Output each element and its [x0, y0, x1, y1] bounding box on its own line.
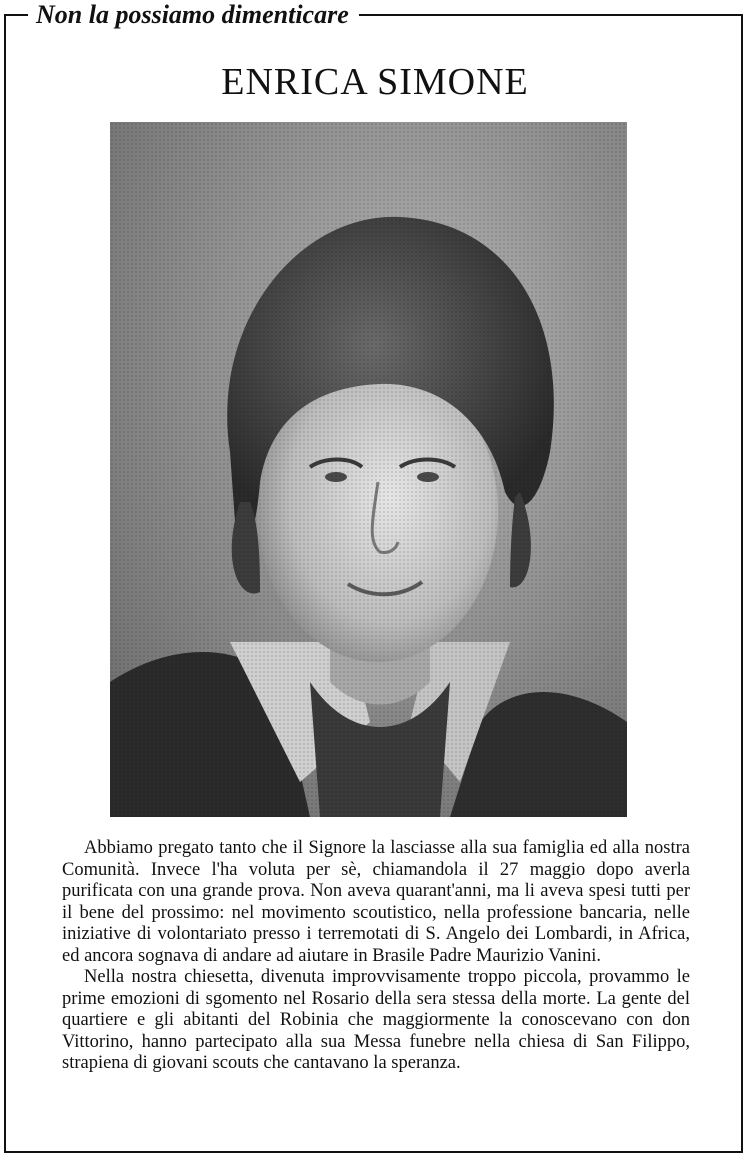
article-title: ENRICA SIMONE — [221, 61, 529, 103]
section-kicker: Non la possiamo dimenticare — [28, 0, 359, 30]
article-body — [62, 838, 690, 1075]
body-paragraph: Abbiamo pregato tanto che il Signore la lasciasse alla sua famiglia ed alla nostra Comunità. Invece l'ha voluta per sè, chiamandola il 27 maggio dopo averla purificata con una grande prova. Non aveva quarant'anni, ma li aveva spesi tutti per il bene del prossimo: nel movimento scoutistico, nella professione bancaria, nelle iniziative di volontariato presso i terremotati di S. Angelo dei Lombardi, in Africa, ed ancora sognava di andare ad aiutare in Brasile Padre Maurizio Vanini. — [62, 838, 690, 966]
body-paragraph: Nella nostra chiesetta, divenuta improvvisamente troppo piccola, provammo le prime emozioni di sgomento nel Rosario della sera stessa della morte. La gente del quartiere e gli abitanti del Robinia che maggiormente la conoscevano con don Vittorino, hanno partecipato alla sua Messa funebre nella chiesa di San Filippo, strapiena di giovani scouts che cantavano la speranza. — [62, 967, 690, 1073]
portrait-photo — [110, 122, 627, 817]
